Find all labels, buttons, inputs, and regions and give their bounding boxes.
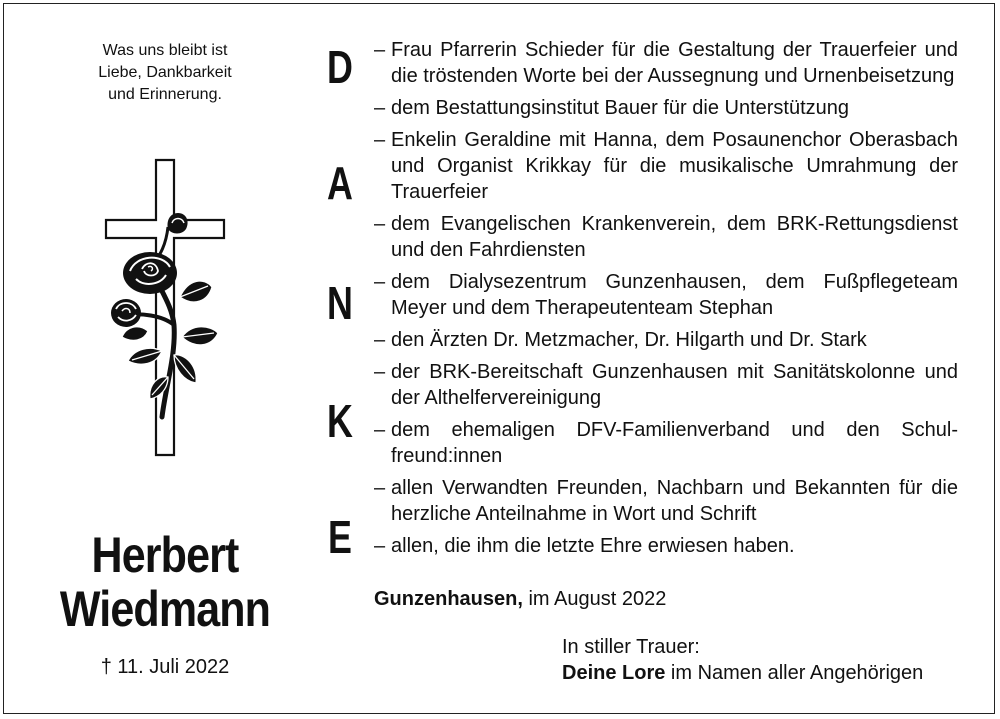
signature-intro: In stiller Trauer: — [562, 636, 700, 658]
signature-name: Deine Lore — [562, 662, 666, 684]
list-item — [374, 533, 958, 559]
dash: – — [374, 361, 386, 383]
cross-with-roses-icon — [100, 155, 240, 465]
list-item — [374, 475, 958, 527]
dash: – — [374, 477, 386, 499]
last-name: Wiedmann — [59, 581, 271, 637]
motto-line: Was uns bleibt ist — [102, 42, 228, 59]
danke-letter-n: N — [327, 277, 353, 329]
item-text: allen Verwandten Freunden, Nachbarn und Bekannten für die herzliche Anteilnahme in Wort und Schrift — [391, 477, 958, 525]
list-item — [374, 95, 958, 121]
item-text: dem Evangelischen Krankenverein, dem BRK-Rettungsdienst und den Fahrdiensten — [391, 213, 958, 261]
motto-line: Liebe, Dankbarkeit — [98, 64, 232, 81]
dash: – — [374, 329, 386, 351]
signature-rest: im Namen aller Angehörigen — [665, 662, 924, 684]
item-text: Enkelin Geraldine mit Hanna, dem Posaunenchor Oberasbach und Organist Krikkay für die musikalische Umrahmung der Trauerfeier — [391, 129, 958, 203]
place-city: Gunzenhausen, — [374, 588, 523, 610]
dash: – — [374, 271, 386, 293]
list-item — [374, 417, 958, 469]
deceased-name — [40, 528, 289, 636]
list-item — [374, 37, 958, 89]
list-item — [374, 127, 958, 205]
item-text: dem Dialysezentrum Gunzenhausen, dem Fußpflegeteam Meyer und dem Therapeutenteam Stephan — [391, 271, 958, 319]
thanks-list — [374, 37, 958, 565]
danke-letter-d: D — [327, 41, 353, 93]
item-text: den Ärzten Dr. Metzmacher, Dr. Hilgarth und Dr. Stark — [391, 329, 867, 351]
item-text: allen, die ihm die letzte Ehre erwiesen haben. — [391, 535, 795, 557]
dash: – — [374, 213, 386, 235]
death-date: † 11. Juli 2022 — [100, 656, 230, 678]
danke-letter-a: A — [327, 157, 353, 209]
first-name: Herbert — [91, 527, 239, 583]
motto — [40, 40, 290, 106]
place-date: im August 2022 — [522, 588, 667, 610]
list-item — [374, 327, 958, 353]
dash: – — [374, 419, 386, 441]
item-text: dem ehemaligen DFV-Familienverband und den Schulfreund:innen — [391, 419, 958, 467]
place-and-date — [374, 588, 666, 611]
list-item — [374, 359, 958, 411]
motto-line: und Erinnerung. — [108, 86, 222, 103]
dash: – — [374, 97, 386, 119]
list-item — [374, 211, 958, 263]
signature-line — [562, 660, 923, 686]
signature — [562, 634, 923, 686]
list-item — [374, 269, 958, 321]
item-text: dem Bestattungsinstitut Bauer für die Unterstützung — [391, 97, 850, 119]
danke-letter-k: K — [327, 395, 353, 447]
dash: – — [374, 535, 386, 557]
dash: – — [374, 39, 386, 61]
item-text: Frau Pfarrerin Schieder für die Gestaltung der Trauerfeier und die tröstenden Worte bei der Aussegnung und Urnenbeisetzung — [391, 39, 958, 87]
danke-letter-e: E — [328, 511, 352, 563]
dash: – — [374, 129, 386, 151]
item-text: der BRK-Bereitschaft Gunzenhausen mit Sanitätskolonne und der Althelfervereinigung — [391, 361, 958, 409]
